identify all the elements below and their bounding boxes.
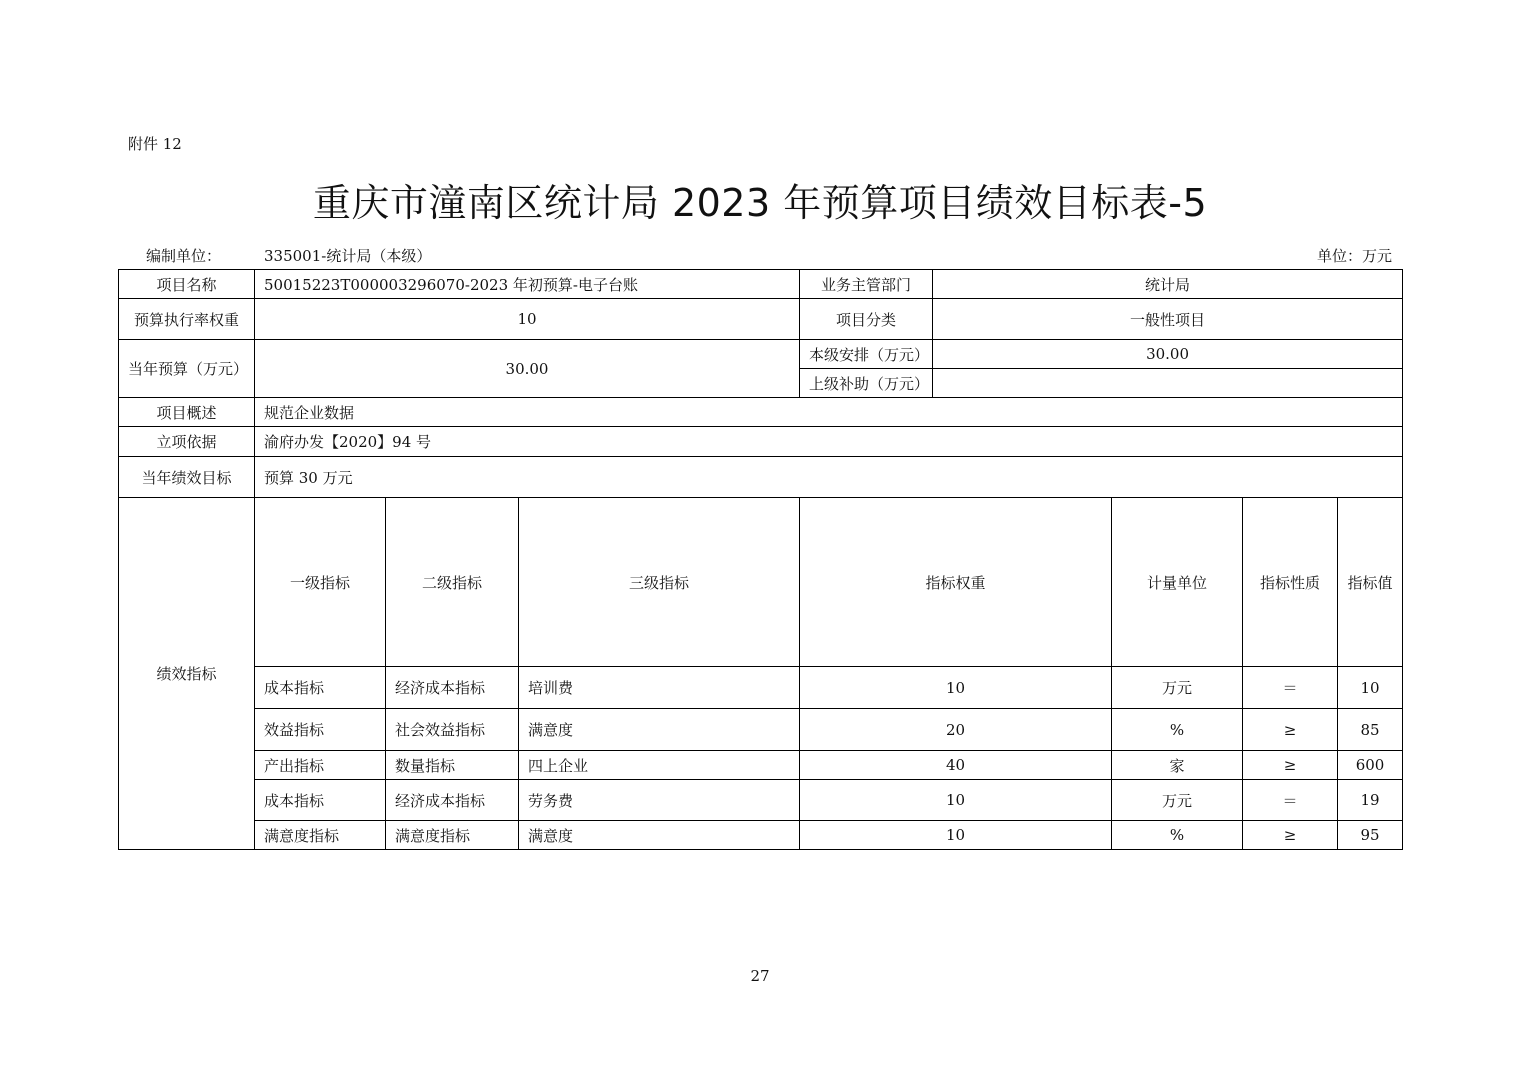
page-number: 27 [750,967,770,985]
attachment-label: 附件 12 [128,135,182,153]
indicator-level1: 成本指标 [255,667,386,709]
indicators-section-label: 绩效指标 [119,498,255,850]
overview-value: 规范企业数据 [255,398,1403,427]
row-exec-weight [119,299,1403,340]
indicator-level2: 经济成本指标 [386,667,519,709]
header-level3: 三级指标 [519,498,800,667]
indicator-row [119,821,1403,850]
indicator-weight: 10 [800,821,1112,850]
page-title: 重庆市潼南区统计局 2023 年预算项目绩效目标表-5 [312,181,1208,225]
indicator-row [119,780,1403,821]
indicator-level3: 满意度 [519,821,800,850]
indicator-nature: ＝ [1243,780,1338,821]
row-overview [119,398,1403,427]
row-goal [119,457,1403,498]
local-budget-label: 本级安排（万元） [800,340,933,369]
indicator-level2: 满意度指标 [386,821,519,850]
budget-value: 30.00 [255,340,800,398]
indicator-value: 19 [1338,780,1403,821]
exec-weight-label: 预算执行率权重 [119,299,255,340]
indicator-level1: 成本指标 [255,780,386,821]
compiling-unit-label: 编制单位： [146,247,222,265]
indicator-level3: 劳务费 [519,780,800,821]
indicator-level3: 四上企业 [519,751,800,780]
row-budget [119,340,1403,369]
indicator-weight: 40 [800,751,1112,780]
header-value: 指标值 [1338,498,1403,667]
goal-value: 预算 30 万元 [255,457,1403,498]
indicator-unit: 万元 [1112,667,1243,709]
indicator-row [119,667,1403,709]
local-budget-value: 30.00 [933,340,1403,369]
header-level2: 二级指标 [386,498,519,667]
indicator-row [119,751,1403,780]
indicator-nature: ≥ [1243,751,1338,780]
indicator-header-row [119,498,1403,667]
indicator-level2: 经济成本指标 [386,780,519,821]
budget-label: 当年预算（万元） [119,340,255,398]
row-project-name [119,270,1403,299]
indicator-level2: 数量指标 [386,751,519,780]
indicator-weight: 20 [800,709,1112,751]
indicator-nature: ＝ [1243,667,1338,709]
project-name-value: 50015223T000003296070-2023 年初预算-电子台账 [255,270,800,299]
indicator-unit: 家 [1112,751,1243,780]
indicator-nature: ≥ [1243,821,1338,850]
indicator-unit: 万元 [1112,780,1243,821]
indicator-weight: 10 [800,667,1112,709]
indicator-row [119,709,1403,751]
exec-weight-value: 10 [255,299,800,340]
compiling-unit-value: 335001-统计局（本级） [264,247,432,265]
indicator-nature: ≥ [1243,709,1338,751]
indicator-value: 85 [1338,709,1403,751]
performance-table [118,269,1403,850]
project-name-label: 项目名称 [119,270,255,299]
indicator-level3: 培训费 [519,667,800,709]
upper-subsidy-value [933,369,1403,398]
indicator-level3: 满意度 [519,709,800,751]
row-basis [119,427,1403,457]
header-weight: 指标权重 [800,498,1112,667]
indicator-value: 600 [1338,751,1403,780]
compiling-unit [146,245,431,266]
indicator-unit: % [1112,709,1243,751]
header-nature: 指标性质 [1243,498,1338,667]
header-unit: 计量单位 [1112,498,1243,667]
indicator-value: 95 [1338,821,1403,850]
category-label: 项目分类 [800,299,933,340]
goal-label: 当年绩效目标 [119,457,255,498]
category-value: 一般性项目 [933,299,1403,340]
upper-subsidy-label: 上级补助（万元） [800,369,933,398]
indicator-unit: % [1112,821,1243,850]
indicator-level1: 效益指标 [255,709,386,751]
indicator-level1: 满意度指标 [255,821,386,850]
basis-label: 立项依据 [119,427,255,457]
basis-value: 渝府办发【2020】94 号 [255,427,1403,457]
currency-note: 单位：万元 [1316,247,1392,265]
indicator-weight: 10 [800,780,1112,821]
header-level1: 一级指标 [255,498,386,667]
overview-label: 项目概述 [119,398,255,427]
indicator-value: 10 [1338,667,1403,709]
dept-value: 统计局 [933,270,1403,299]
indicator-level2: 社会效益指标 [386,709,519,751]
dept-label: 业务主管部门 [800,270,933,299]
indicator-level1: 产出指标 [255,751,386,780]
